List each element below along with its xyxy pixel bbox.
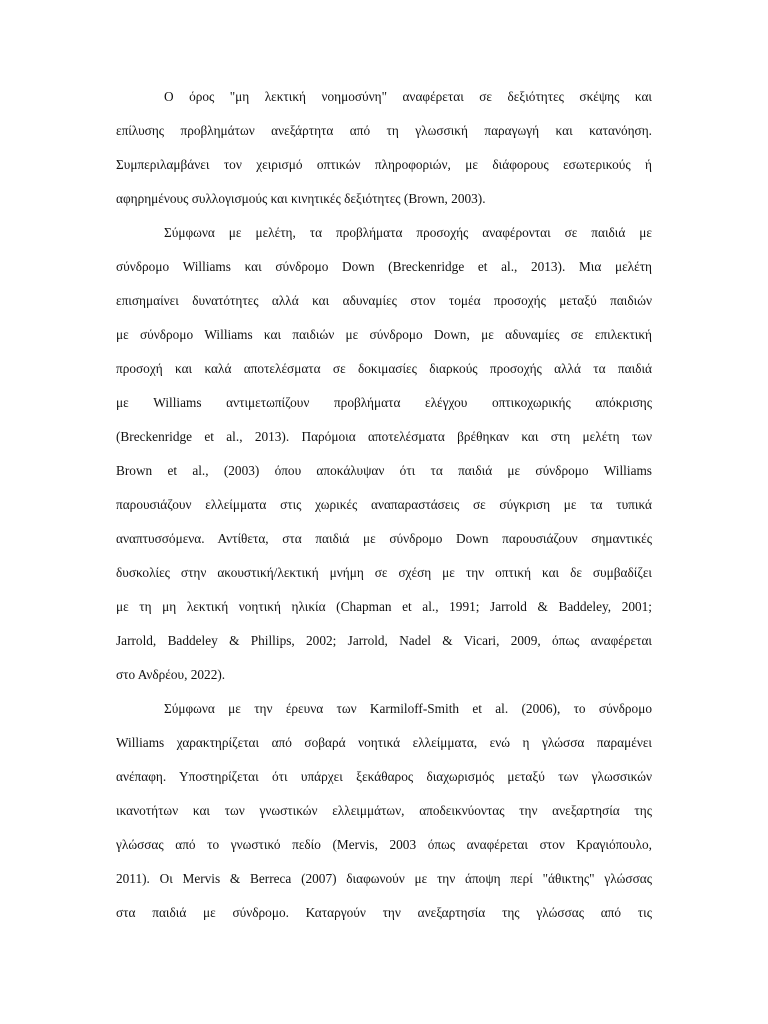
text-line: προσοχή και καλά αποτελέσματα σε δοκιμασίες διαρκούς προσοχής αλλά τα παιδιά	[116, 361, 652, 376]
text-line: ανέπαφη. Υποστηρίζεται ότι υπάρχει ξεκάθαρος διαχωρισμός μεταξύ των γλωσσικών	[116, 769, 652, 784]
text-line: αφηρημένους συλλογισμούς και κινητικές δεξιότητες (Brown, 2003).	[116, 191, 486, 206]
text-line: γλώσσας από το γνωστικό πεδίο (Mervis, 2003 όπως αναφέρεται στον Κραγιόπουλο,	[116, 837, 652, 852]
text-line: επίλυσης προβλημάτων ανεξάρτητα από τη γλωσσική παραγωγή και κατανόηση.	[116, 123, 652, 138]
text-line: Σύμφωνα με μελέτη, τα προβλήματα προσοχής αναφέρονται σε παιδιά με	[164, 225, 652, 240]
text-line: Williams χαρακτηρίζεται από σοβαρά νοητικά ελλείμματα, ενώ η γλώσσα παραμένει	[116, 735, 652, 750]
text-line: Ο όρος "μη λεκτική νοημοσύνη" αναφέρεται σε δεξιότητες σκέψης και	[164, 89, 652, 104]
text-line: δυσκολίες στην ακουστική/λεκτική μνήμη σε σχέση με την οπτική και δε συμβαδίζει	[116, 565, 652, 580]
text-line: Συμπεριλαμβάνει τον χειρισμό οπτικών πληροφοριών, με διάφορους εσωτερικούς ή	[116, 157, 652, 172]
text-line: στα παιδιά με σύνδρομο. Καταργούν την ανεξαρτησία της γλώσσας από τις	[116, 905, 652, 920]
text-line: αναπτυσσόμενα. Αντίθετα, στα παιδιά με σύνδρομο Down παρουσιάζουν σημαντικές	[116, 531, 652, 546]
text-line: Brown et al., (2003) όπου αποκάλυψαν ότι τα παιδιά με σύνδρομο Williams	[116, 463, 652, 478]
paragraph-williams-syndrome	[116, 692, 652, 930]
text-line: παρουσιάζουν ελλείμματα στις χωρικές αναπαραστάσεις σε σύγκριση με τα τυπικά	[116, 497, 652, 512]
text-line: με τη μη λεκτική νοητική ηλικία (Chapman et al., 1991; Jarrold & Baddeley, 2001;	[116, 599, 652, 614]
text-line: στο Ανδρέου, 2022).	[116, 667, 226, 682]
text-line: (Breckenridge et al., 2013). Παρόμοια αποτελέσματα βρέθηκαν και στη μελέτη των	[116, 429, 652, 444]
document-body	[116, 80, 652, 930]
text-line: 2011). Οι Mervis & Berreca (2007) διαφωνούν με την άποψη περί "άθικτης" γλώσσας	[116, 871, 652, 886]
text-line: σύνδρομο Williams και σύνδρομο Down (Breckenridge et al., 2013). Μια μελέτη	[116, 259, 652, 274]
text-line: Σύμφωνα με την έρευνα των Karmiloff-Smith et al. (2006), το σύνδρομο	[164, 701, 652, 716]
text-line: με Williams αντιμετωπίζουν προβλήματα ελέγχου οπτικοχωρικής απόκρισης	[116, 395, 652, 410]
text-line: ικανοτήτων και των γνωστικών ελλειμμάτων, αποδεικνύοντας την ανεξαρτησία της	[116, 803, 652, 818]
text-line: επισημαίνει δυνατότητες αλλά και αδυναμίες στον τομέα προσοχής μεταξύ παιδιών	[116, 293, 652, 308]
paragraph-attention-problems	[116, 216, 652, 692]
text-line: με σύνδρομο Williams και παιδιών με σύνδρομο Down, με αδυναμίες σε επιλεκτική	[116, 327, 652, 342]
text-line: Jarrold, Baddeley & Phillips, 2002; Jarrold, Nadel & Vicari, 2009, όπως αναφέρεται	[116, 633, 652, 648]
paragraph-nonverbal-intelligence	[116, 80, 652, 216]
